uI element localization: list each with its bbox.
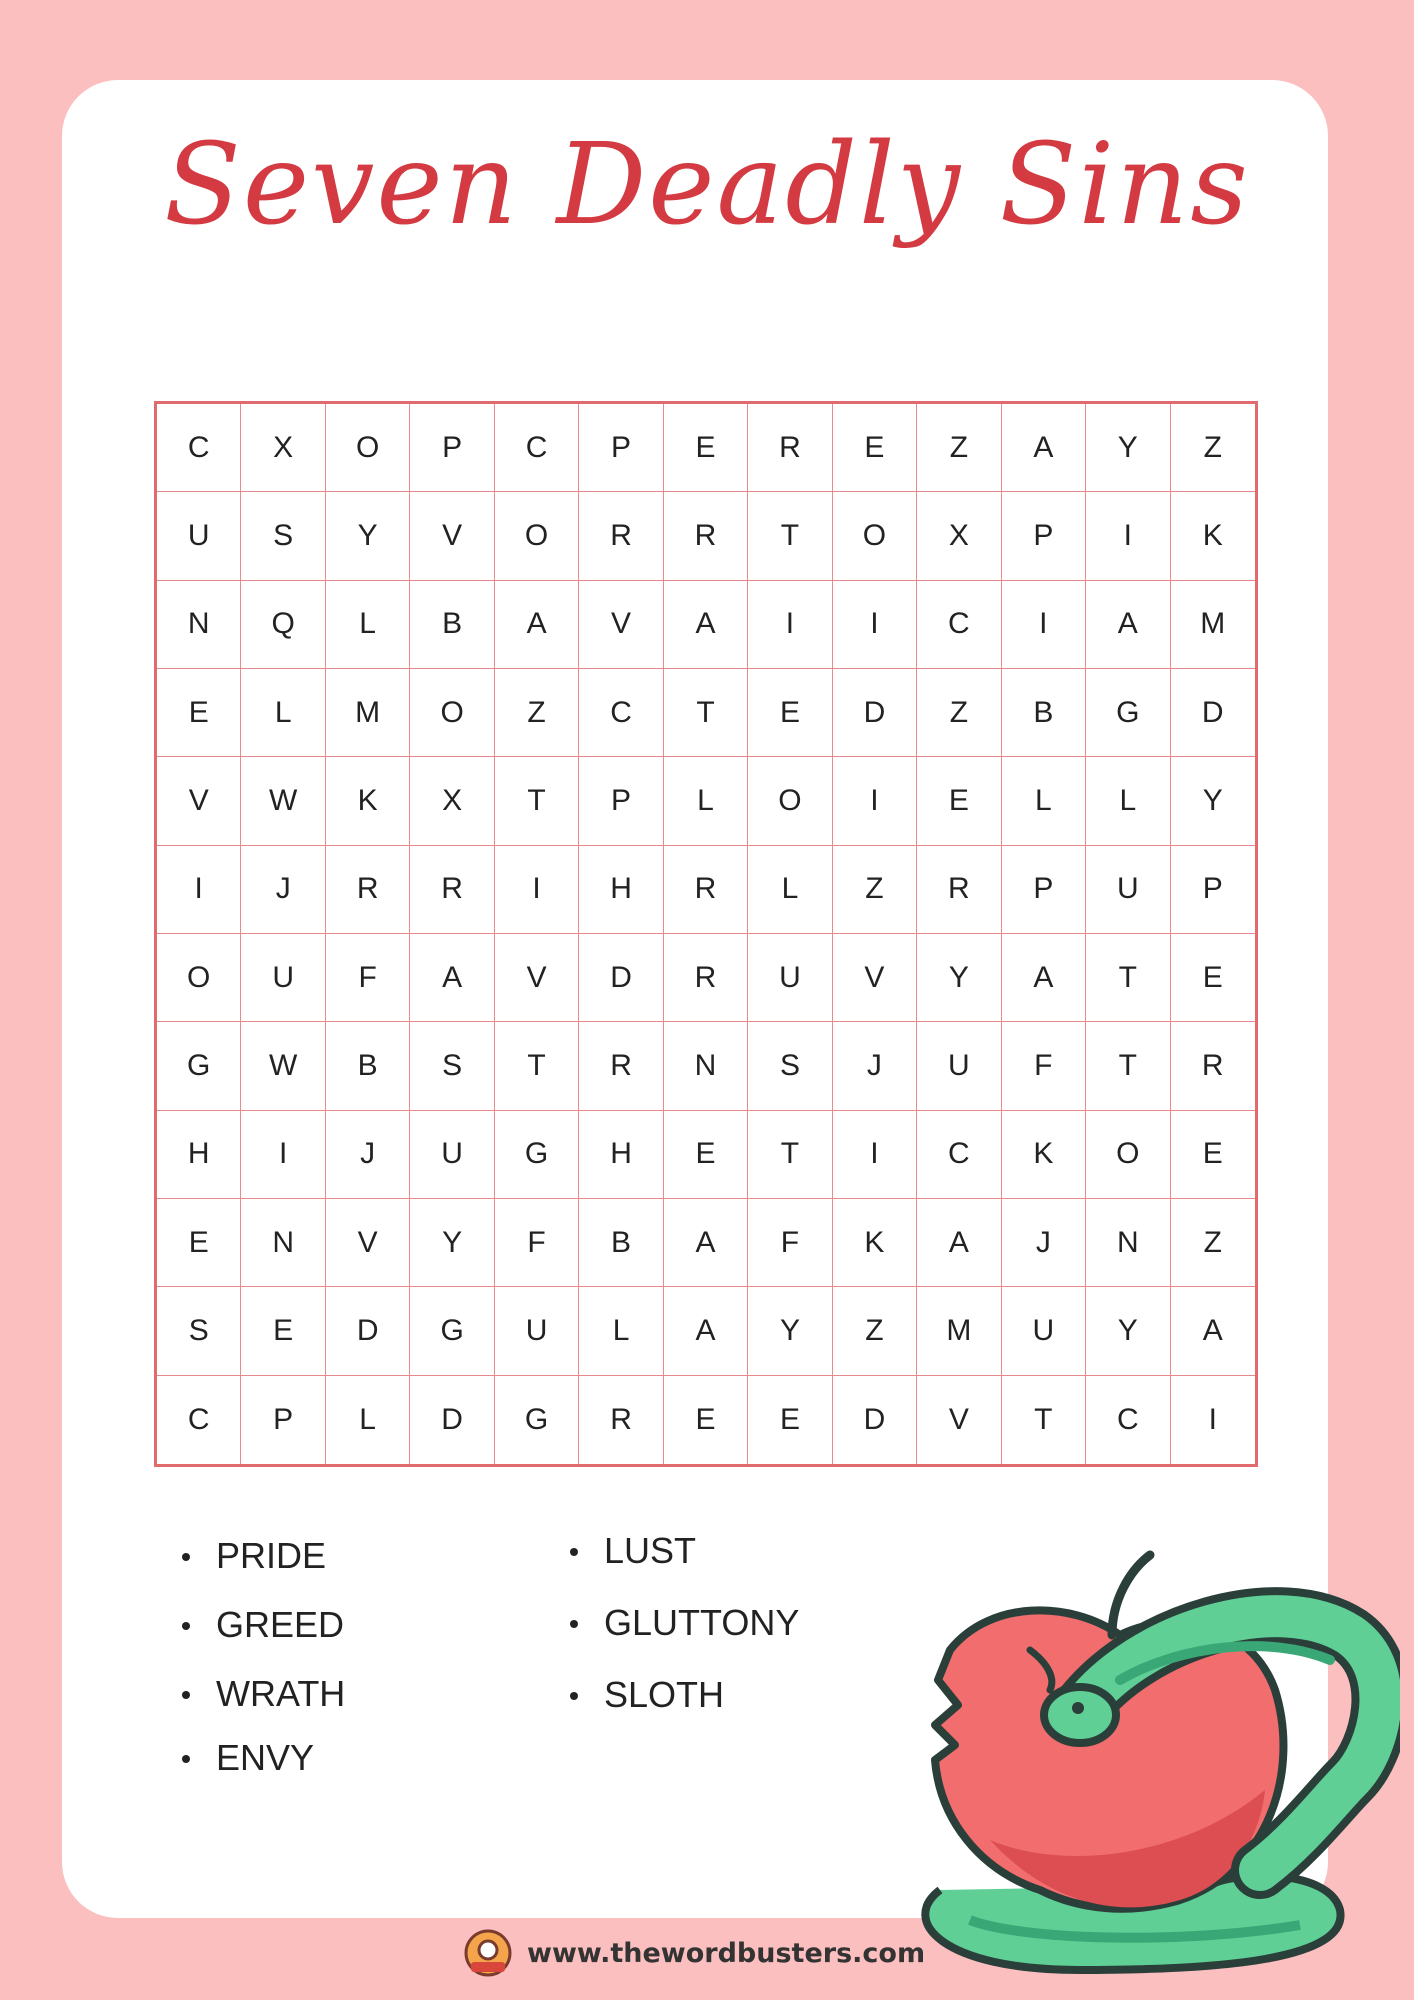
grid-cell: S (410, 1022, 494, 1110)
word-list-item: GLUTTONY (570, 1605, 799, 1641)
grid-cell: V (410, 492, 494, 580)
grid-cell: I (1002, 581, 1086, 669)
grid-cell: L (1086, 757, 1170, 845)
grid-cell: G (410, 1287, 494, 1375)
grid-cell: R (664, 846, 748, 934)
grid-cell: R (326, 846, 410, 934)
apple-with-snake-icon (880, 1540, 1400, 1980)
grid-cell: D (579, 934, 663, 1022)
grid-cell: X (917, 492, 1001, 580)
grid-cell: R (917, 846, 1001, 934)
grid-cell: F (1002, 1022, 1086, 1110)
grid-cell: E (157, 1199, 241, 1287)
grid-cell: L (579, 1287, 663, 1375)
grid-cell: I (833, 1111, 917, 1199)
grid-cell: O (833, 492, 917, 580)
grid-cell: E (157, 669, 241, 757)
grid-cell: U (157, 492, 241, 580)
grid-cell: G (1086, 669, 1170, 757)
grid-cell: E (1171, 1111, 1255, 1199)
word-list-item: LUST (570, 1533, 799, 1569)
grid-cell: G (495, 1111, 579, 1199)
grid-cell: O (326, 404, 410, 492)
grid-cell: V (495, 934, 579, 1022)
grid-cell: D (410, 1376, 494, 1464)
grid-cell: R (748, 404, 832, 492)
grid-cell: K (326, 757, 410, 845)
grid-cell: P (579, 404, 663, 492)
grid-cell: Z (495, 669, 579, 757)
grid-cell: P (1171, 846, 1255, 934)
grid-cell: I (748, 581, 832, 669)
grid-cell: L (748, 846, 832, 934)
grid-cell: T (1086, 934, 1170, 1022)
grid-cell: P (410, 404, 494, 492)
grid-cell: Z (917, 404, 1001, 492)
grid-cell: V (833, 934, 917, 1022)
grid-cell: T (1086, 1022, 1170, 1110)
grid-cell: I (833, 581, 917, 669)
grid-cell: I (833, 757, 917, 845)
grid-cell: U (748, 934, 832, 1022)
grid-cell: S (748, 1022, 832, 1110)
grid-cell: A (1086, 581, 1170, 669)
grid-cell: Q (241, 581, 325, 669)
website-url[interactable]: www.thewordbusters.com (527, 1937, 926, 1969)
grid-cell: Y (410, 1199, 494, 1287)
grid-cell: J (241, 846, 325, 934)
grid-cell: B (326, 1022, 410, 1110)
grid-cell: A (664, 581, 748, 669)
grid-cell: Y (1171, 757, 1255, 845)
grid-cell: V (579, 581, 663, 669)
word-list-item: WRATH (182, 1676, 345, 1712)
grid-cell: W (241, 757, 325, 845)
grid-cell: W (241, 1022, 325, 1110)
grid-cell: F (326, 934, 410, 1022)
grid-cell: M (1171, 581, 1255, 669)
grid-cell: I (241, 1111, 325, 1199)
grid-cell: Y (1086, 404, 1170, 492)
grid-cell: F (495, 1199, 579, 1287)
grid-cell: U (495, 1287, 579, 1375)
grid-cell: A (495, 581, 579, 669)
grid-cell: T (748, 492, 832, 580)
grid-cell: I (1086, 492, 1170, 580)
grid-cell: O (1086, 1111, 1170, 1199)
grid-cell: T (748, 1111, 832, 1199)
grid-cell: Y (1086, 1287, 1170, 1375)
grid-cell: L (326, 1376, 410, 1464)
word-list-right (570, 1530, 800, 1749)
grid-cell: B (1002, 669, 1086, 757)
grid-cell: J (833, 1022, 917, 1110)
grid-cell: L (326, 581, 410, 669)
grid-cell: A (917, 1199, 1001, 1287)
page-title: Seven Deadly Sins (164, 120, 1250, 250)
footer (463, 1928, 925, 1978)
grid-cell: O (410, 669, 494, 757)
grid-cell: E (664, 1111, 748, 1199)
grid-cell: H (579, 846, 663, 934)
grid-cell: D (1171, 669, 1255, 757)
grid-cell: U (1086, 846, 1170, 934)
word-list-item: ENVY (182, 1740, 345, 1776)
grid-cell: Z (833, 846, 917, 934)
grid-cell: E (833, 404, 917, 492)
grid-cell: P (1002, 492, 1086, 580)
grid-cell: K (1171, 492, 1255, 580)
grid-cell: A (1171, 1287, 1255, 1375)
grid-cell: Z (917, 669, 1001, 757)
grid-cell: R (579, 1022, 663, 1110)
word-search-grid (154, 401, 1258, 1467)
grid-cell: E (748, 1376, 832, 1464)
grid-cell: B (410, 581, 494, 669)
grid-cell: A (410, 934, 494, 1022)
grid-cell: B (579, 1199, 663, 1287)
grid-cell: J (1002, 1199, 1086, 1287)
grid-cell: C (579, 669, 663, 757)
grid-cell: Y (917, 934, 1001, 1022)
grid-cell: I (495, 846, 579, 934)
grid-cell: L (241, 669, 325, 757)
grid-cell: R (1171, 1022, 1255, 1110)
grid-cell: P (241, 1376, 325, 1464)
grid-cell: T (495, 1022, 579, 1110)
grid-cell: U (241, 934, 325, 1022)
grid-cell: V (157, 757, 241, 845)
grid-cell: E (664, 404, 748, 492)
grid-cell: A (1002, 934, 1086, 1022)
grid-cell: N (664, 1022, 748, 1110)
grid-cell: R (664, 492, 748, 580)
grid-cell: O (495, 492, 579, 580)
grid-cell: Y (748, 1287, 832, 1375)
grid-cell: Z (1171, 1199, 1255, 1287)
grid-cell: H (579, 1111, 663, 1199)
grid-cell: D (833, 669, 917, 757)
grid-cell: T (1002, 1376, 1086, 1464)
grid-cell: K (1002, 1111, 1086, 1199)
grid-cell: C (917, 1111, 1001, 1199)
grid-cell: O (157, 934, 241, 1022)
grid-cell: T (664, 669, 748, 757)
grid-cell: A (664, 1287, 748, 1375)
grid-cell: C (1086, 1376, 1170, 1464)
grid-cell: R (579, 492, 663, 580)
grid-cell: V (917, 1376, 1001, 1464)
word-list-left (182, 1535, 346, 1809)
grid-cell: N (1086, 1199, 1170, 1287)
grid-cell: Z (1171, 404, 1255, 492)
word-list-item: GREED (182, 1607, 345, 1643)
grid-cell: E (748, 669, 832, 757)
grid-cell: P (1002, 846, 1086, 934)
grid-cell: C (917, 581, 1001, 669)
grid-cell: V (326, 1199, 410, 1287)
grid-cell: G (157, 1022, 241, 1110)
grid-cell: Y (326, 492, 410, 580)
grid-cell: J (326, 1111, 410, 1199)
grid-cell: E (664, 1376, 748, 1464)
grid-cell: F (748, 1199, 832, 1287)
grid-cell: L (664, 757, 748, 845)
grid-cell: Z (833, 1287, 917, 1375)
grid-cell: R (410, 846, 494, 934)
grid-cell: A (1002, 404, 1086, 492)
grid-cell: R (579, 1376, 663, 1464)
grid-cell: D (833, 1376, 917, 1464)
grid-cell: M (326, 669, 410, 757)
word-list-item: SLOTH (570, 1677, 799, 1713)
grid-cell: N (157, 581, 241, 669)
grid-cell: E (241, 1287, 325, 1375)
grid-cell: U (1002, 1287, 1086, 1375)
grid-cell: X (410, 757, 494, 845)
grid-cell: I (157, 846, 241, 934)
grid-cell: A (664, 1199, 748, 1287)
grid-cell: U (410, 1111, 494, 1199)
grid-cell: T (495, 757, 579, 845)
wordbusters-logo-icon (463, 1928, 513, 1978)
grid-cell: S (157, 1287, 241, 1375)
grid-cell: N (241, 1199, 325, 1287)
grid-cell: I (1208, 1402, 1217, 1436)
grid-cell: O (748, 757, 832, 845)
grid-cell: C (495, 404, 579, 492)
grid-cell: X (241, 404, 325, 492)
grid-cell: L (1002, 757, 1086, 845)
grid-cell: H (157, 1111, 241, 1199)
grid-cell: P (579, 757, 663, 845)
grid-cell: M (917, 1287, 1001, 1375)
word-list-item: PRIDE (182, 1538, 345, 1574)
grid-cell: U (917, 1022, 1001, 1110)
grid-cell: E (917, 757, 1001, 845)
grid-cell: D (326, 1287, 410, 1375)
grid-cell: C (157, 404, 241, 492)
grid-cell: R (664, 934, 748, 1022)
grid-cell: E (1171, 934, 1255, 1022)
grid-cell: S (241, 492, 325, 580)
grid-cell: K (833, 1199, 917, 1287)
grid-cell: C (157, 1376, 241, 1464)
grid-cell: G (495, 1376, 579, 1464)
